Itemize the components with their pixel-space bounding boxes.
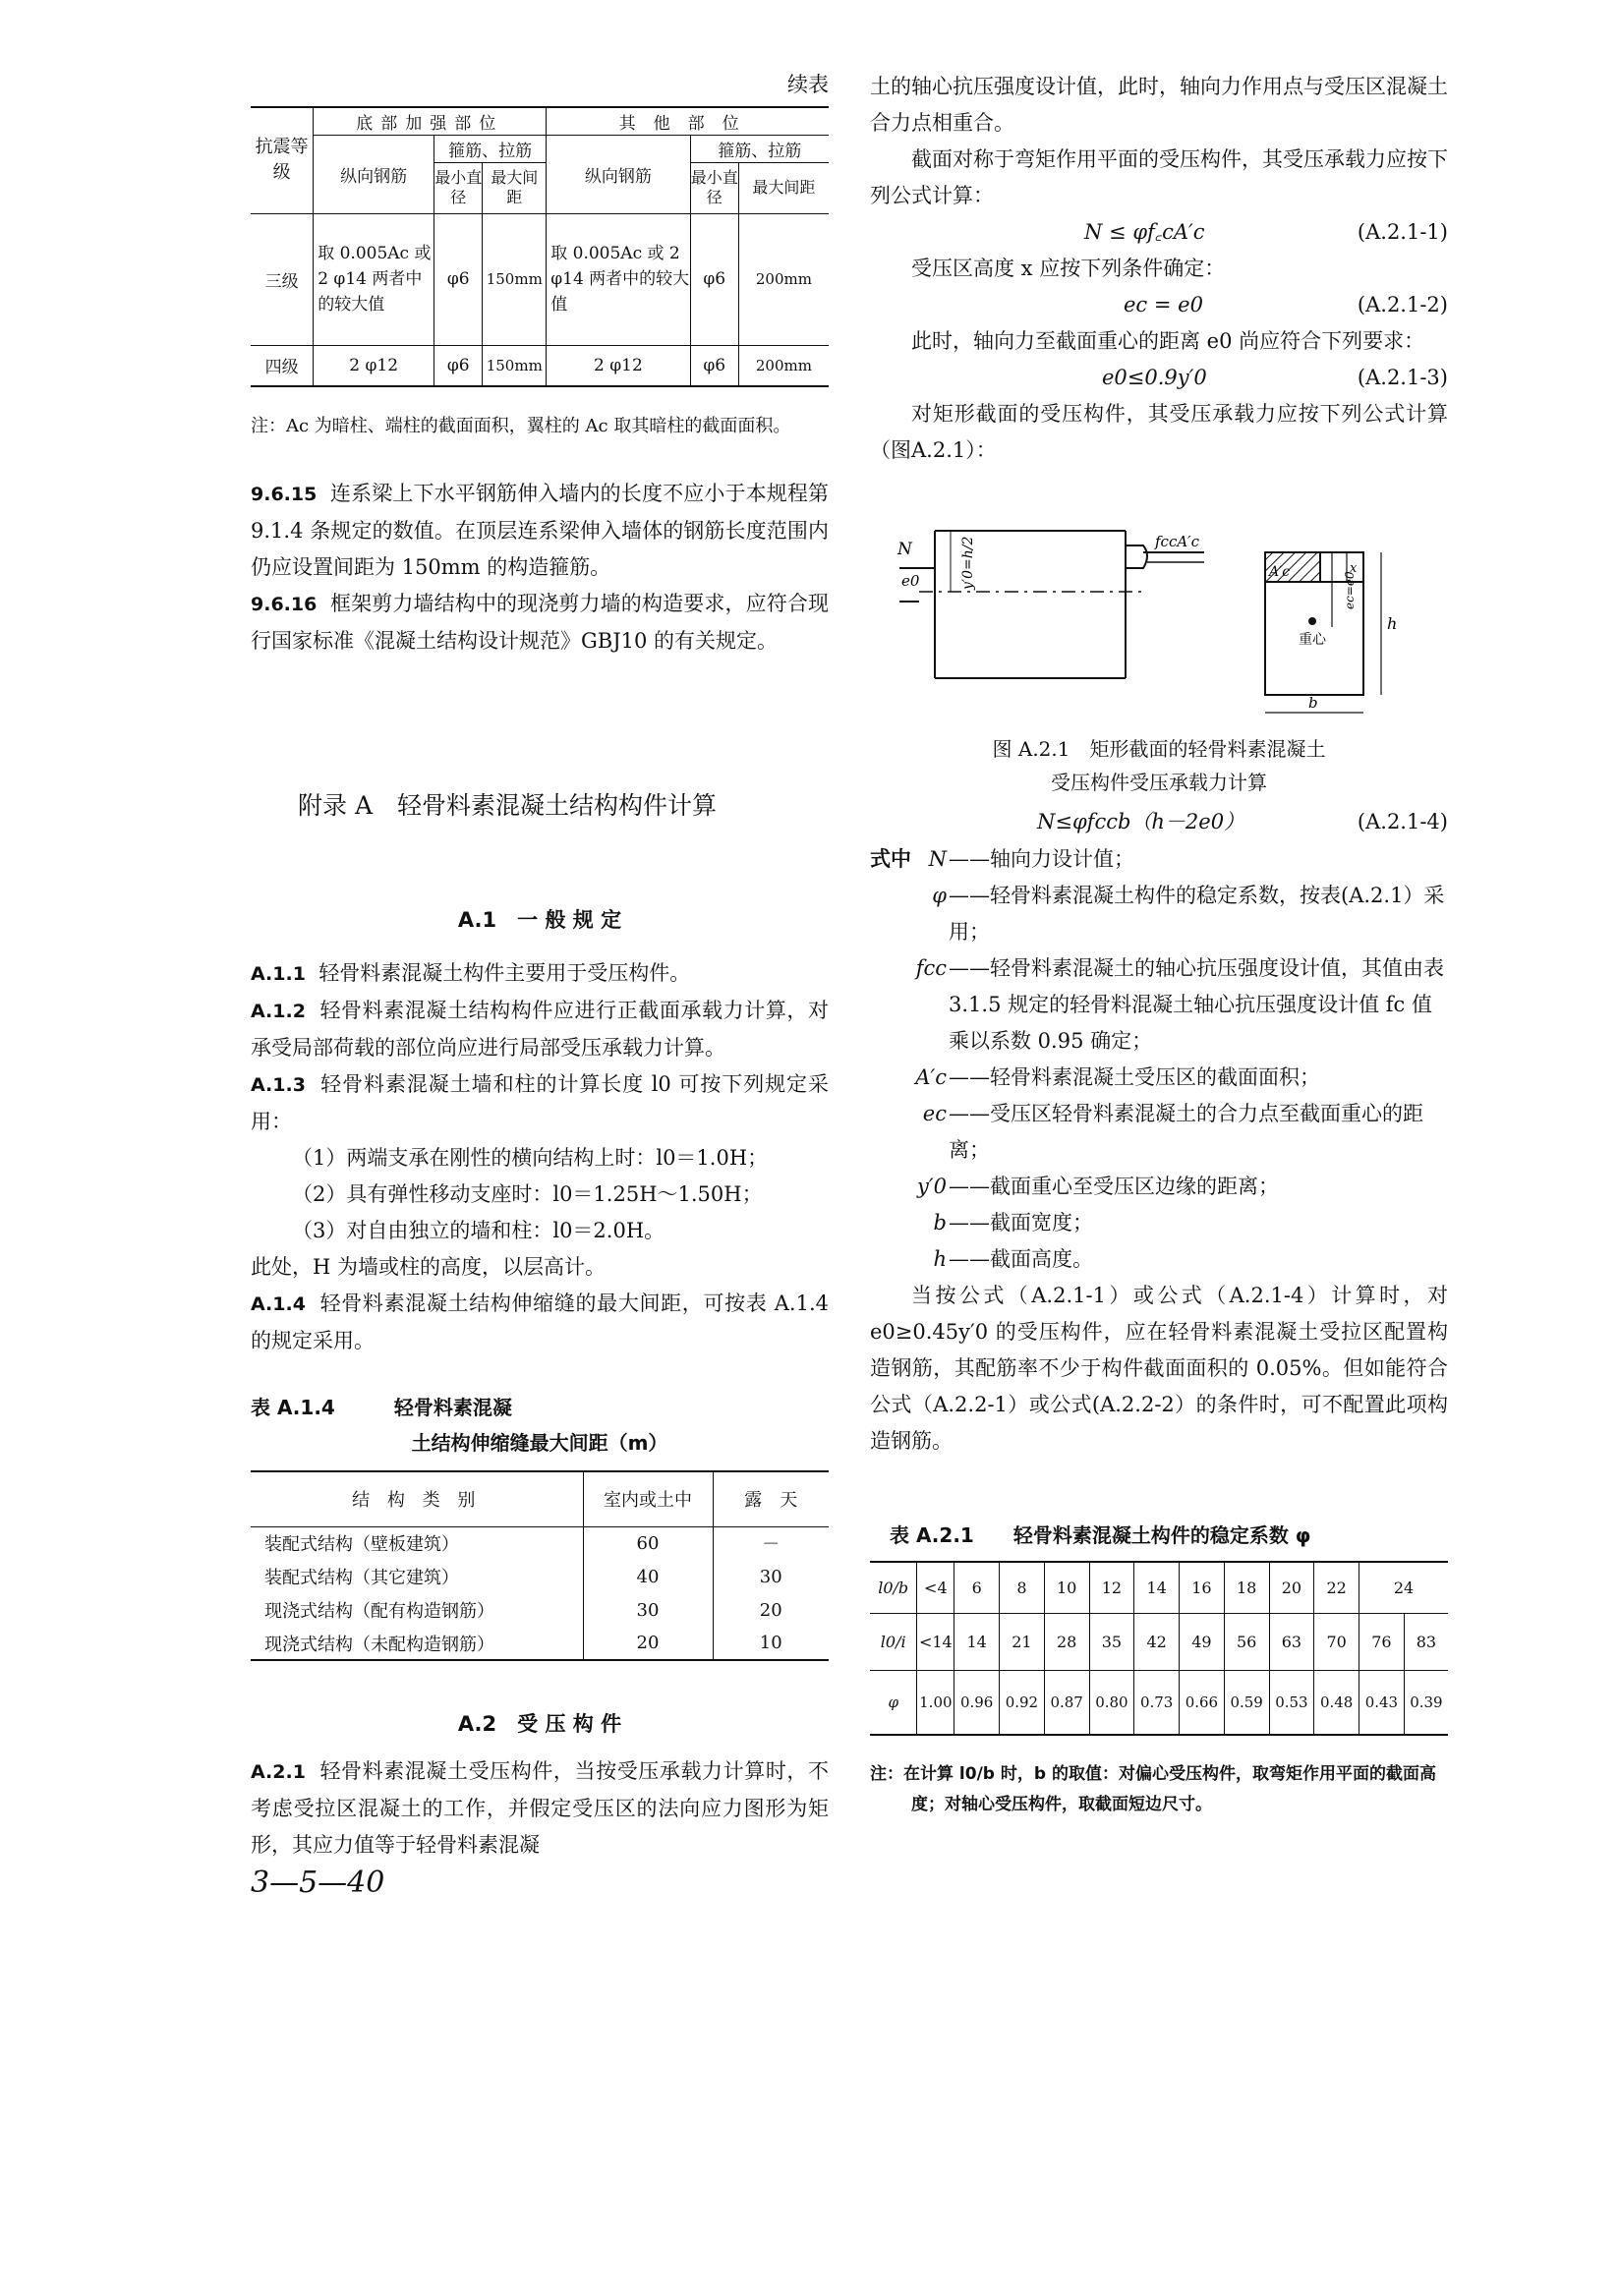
symbol-text: ——截面高度。 xyxy=(949,1247,1093,1271)
equation-number: (A.2.1-4) xyxy=(1357,810,1448,833)
label-Ac: A′c xyxy=(1269,564,1291,580)
cell-space: 150mm xyxy=(483,345,547,386)
cell: 14 xyxy=(954,1613,1000,1670)
symbol-text: ——轻骨料素混凝土的轴心抗压强度设计值，其值由表 3.1.5 规定的轻骨料混凝土轴心抗压强度设计值 fc 值乘以系数 0.95 确定； xyxy=(949,956,1444,1053)
equation-body: N ≤ φf꜀cA′c xyxy=(1084,220,1205,244)
stability-table xyxy=(870,1561,1448,1736)
clause-number: 9.6.15 xyxy=(251,484,318,505)
cell: 1.00 xyxy=(917,1670,954,1735)
section-a1-title: A.1 一 般 规 定 xyxy=(457,908,622,932)
cell: 18 xyxy=(1224,1562,1269,1613)
clause-text: 轻骨料素混凝土结构伸缩缝的最大间距，可按表 A.1.4 的规定采用。 xyxy=(251,1292,829,1352)
appendix-title: 附录 A 轻骨料素混凝土结构构件计算 xyxy=(298,791,718,820)
equation xyxy=(870,287,1448,323)
clause-text: 框架剪力墙结构中的现浇剪力墙的构造要求，应符合现行国家标准《混凝土结构设计规范》GBJ10 的有关规定。 xyxy=(251,592,829,653)
table-note: 注：在计算 l0/b 时，b 的取值：对偏心受压构件，取弯矩作用平面的截面高度；对轴心受压构件，取截面短边尺寸。 xyxy=(870,1764,1436,1814)
header-max-space-2: 最大间距 xyxy=(738,162,829,213)
label-h: h xyxy=(1387,614,1398,633)
cell: 0.59 xyxy=(1224,1670,1269,1735)
symbol-text: ——截面重心至受压区边缘的距离； xyxy=(949,1175,1279,1198)
paragraph: 截面对称于弯矩作用平面的受压构件，其受压承载力应按下列公式计算： xyxy=(870,147,1448,207)
header-stirrup-1: 箍筋、拉筋 xyxy=(434,135,547,162)
clause-text: 轻骨料素混凝土受压构件，当按受压承载力计算时，不考虑受拉区混凝土的工作，并假定受压区的法向应力图形为矩形，其应力值等于轻骨料素混凝 xyxy=(251,1759,829,1857)
cell: 35 xyxy=(1089,1613,1134,1670)
table-caption-line2: 土结构伸缩缝最大间距（m） xyxy=(411,1431,668,1455)
right-body-top xyxy=(870,69,1448,469)
cell: 83 xyxy=(1416,1632,1437,1651)
label-force: fccA′c xyxy=(1155,533,1199,550)
table-row xyxy=(870,1670,1448,1735)
equation-body: ec = e0 xyxy=(1124,293,1203,316)
cell: 40 xyxy=(583,1560,713,1593)
cell: 0.48 xyxy=(1314,1670,1359,1735)
table-caption: 表 A.1.4 轻骨料素混凝 xyxy=(251,1396,512,1419)
section-9-6 xyxy=(251,476,829,660)
figure-caption-line: 图 A.2.1 矩形截面的轻骨料素混凝土 xyxy=(992,737,1326,761)
section-a1-body xyxy=(251,955,829,1359)
list-item: （2）具有弹性移动支座时：l0＝1.25H～1.50H； xyxy=(292,1182,763,1206)
clause-number: A.1.1 xyxy=(251,963,306,985)
cell: 0.39 xyxy=(1410,1693,1443,1711)
symbol-definitions xyxy=(870,841,1448,1460)
cell: 56 xyxy=(1224,1613,1269,1670)
equation xyxy=(870,360,1448,396)
header-long-1: 纵向钢筋 xyxy=(314,135,434,213)
cell: <14 xyxy=(917,1613,954,1670)
symbol: A′c xyxy=(915,1065,947,1089)
cell-diam: φ6 xyxy=(434,345,483,386)
symbol: y′0 xyxy=(917,1175,947,1198)
header-cell: 露 天 xyxy=(713,1471,829,1526)
figure-caption-line: 受压构件受压承载力计算 xyxy=(1051,771,1267,794)
section-diagram xyxy=(880,511,1430,727)
continued-label: 续表 xyxy=(787,73,829,96)
cell: 24 xyxy=(1393,1578,1415,1597)
cell: 装配式结构（其它建筑） xyxy=(251,1560,583,1593)
header-grade: 抗震等级 xyxy=(251,107,314,213)
row-header: l0/b xyxy=(870,1562,917,1613)
header-min-diam-2: 最小直径 xyxy=(690,162,738,213)
clause-number: A.1.4 xyxy=(251,1293,306,1315)
section-a2-title: A.2 受 压 构 件 xyxy=(457,1712,622,1736)
where-label: 式中 xyxy=(870,847,911,871)
cell: 12 xyxy=(1089,1562,1134,1613)
paragraph: 此时，轴向力至截面重心的距离 e0 尚应符合下列要求： xyxy=(911,329,1425,353)
cell-long: 2 φ12 xyxy=(547,345,690,386)
paragraph: 土的轴心抗压强度设计值，此时，轴向力作用点与受压区混凝土合力点相重合。 xyxy=(870,75,1448,135)
symbol: fcc xyxy=(915,956,947,980)
clause-text: 此处，H 为墙或柱的高度，以层高计。 xyxy=(251,1255,606,1279)
table-note: 注：Ac 为暗柱、端柱的截面面积，翼柱的 Ac 取其暗柱的截面面积。 xyxy=(251,416,791,436)
clause-number: A.1.2 xyxy=(251,1001,306,1022)
table-row xyxy=(251,213,829,345)
cell: 现浇式结构（配有构造钢筋） xyxy=(251,1593,583,1627)
clause-text: 轻骨料素混凝土墙和柱的计算长度 l0 可按下列规定采用： xyxy=(251,1072,829,1133)
cell: 21 xyxy=(1000,1613,1045,1670)
cell: 20 xyxy=(1269,1562,1314,1613)
cell: 0.53 xyxy=(1269,1670,1314,1735)
table-row xyxy=(251,1526,829,1560)
cell: 0.96 xyxy=(954,1670,1000,1735)
table-row xyxy=(251,1627,829,1660)
cell: 14 xyxy=(1134,1562,1180,1613)
cell: 22 xyxy=(1314,1562,1359,1613)
cell-diam: φ6 xyxy=(690,213,738,345)
equation xyxy=(870,214,1448,251)
equation-number: (A.2.1-2) xyxy=(1357,293,1448,316)
cell: － xyxy=(762,1534,781,1556)
symbol-text: ——轻骨料素混凝土受压区的截面面积； xyxy=(949,1065,1320,1089)
cell-grade: 四级 xyxy=(251,345,314,386)
cell-long: 取 0.005Ac 或 2 φ14 两者中的较大值 xyxy=(314,213,434,345)
expansion-joint-table xyxy=(251,1470,829,1661)
list-item: （1）两端支承在刚性的横向结构上时：l0＝1.0H； xyxy=(292,1146,769,1170)
cell: <4 xyxy=(917,1562,954,1613)
label-centroid: 重心 xyxy=(1299,632,1326,648)
header-stirrup-2: 箍筋、拉筋 xyxy=(690,135,829,162)
cell-grade: 三级 xyxy=(251,213,314,345)
symbol-text: ——轴向力设计值； xyxy=(949,847,1134,871)
table-row xyxy=(251,1560,829,1593)
equation-4 xyxy=(870,804,1448,840)
cell: 0.80 xyxy=(1089,1670,1134,1735)
cell: 0.73 xyxy=(1134,1670,1180,1735)
equation-body: e0≤0.9y′0 xyxy=(1102,366,1207,389)
symbol: φ xyxy=(932,884,947,907)
cell-diam: φ6 xyxy=(690,345,738,386)
symbol-text: ——受压区轻骨料素混凝土的合力点至截面重心的距离； xyxy=(949,1102,1423,1162)
table-row xyxy=(251,1593,829,1627)
label-N: N xyxy=(897,540,912,559)
cell: 20 xyxy=(759,1599,782,1621)
cell: 0.87 xyxy=(1044,1670,1089,1735)
symbol: ec xyxy=(922,1102,947,1125)
cell-diam: φ6 xyxy=(434,213,483,345)
figure-caption xyxy=(870,732,1448,799)
table-row xyxy=(870,1562,1448,1613)
clause-number: 9.6.16 xyxy=(251,594,318,615)
label-y0: y′0=h/2 xyxy=(960,536,976,590)
symbol: b xyxy=(933,1211,947,1234)
clause-number: A.1.3 xyxy=(251,1074,306,1096)
header-cell: 室内或土中 xyxy=(583,1471,713,1526)
cell: 49 xyxy=(1180,1613,1225,1670)
header-cell: 结 构 类 别 xyxy=(251,1471,583,1526)
clause-number: A.2.1 xyxy=(251,1761,306,1783)
label-b: b xyxy=(1308,694,1318,712)
cell-space: 200mm xyxy=(738,213,829,345)
cell: 16 xyxy=(1180,1562,1225,1613)
symbol: N xyxy=(928,847,947,871)
row-header: φ xyxy=(870,1670,917,1735)
cell: 8 xyxy=(1000,1562,1045,1613)
clause-text: 轻骨料素混凝土结构构件应进行正截面承载力计算，对承受局部荷载的部位尚应进行局部受压承载力计算。 xyxy=(251,999,829,1060)
table-row xyxy=(870,1613,1448,1670)
paragraph: 当按公式（A.2.1-1）或公式（A.2.1-4）计算时，对 e0≥0.45y′0 的受压构件，应在轻骨料素混凝土受拉区配置构造钢筋，其配筋率不少于构件截面面积的 0.05%。但如能符合公式（A.2.2-1）或公式(A.2.2-2）的条件时，可不配置此项构造钢筋。 xyxy=(870,1284,1448,1453)
cell: 30 xyxy=(759,1566,782,1587)
list-item: （3）对自由独立的墙和柱：l0＝2.0H。 xyxy=(292,1219,665,1242)
header-bottom: 底部加强部位 xyxy=(314,107,547,135)
cell-space: 200mm xyxy=(755,356,812,374)
equation-body: N≤φfccb（h－2e0） xyxy=(1037,810,1245,833)
symbol: h xyxy=(933,1247,947,1271)
table-caption: 表 A.2.1 轻骨料素混凝土构件的稳定系数 φ xyxy=(890,1523,1311,1547)
page-number: 3—5—40 xyxy=(251,1866,385,1900)
cell-long: 取 0.005Ac 或 2 φ14 两者中的较大值 xyxy=(547,213,690,345)
cell: 63 xyxy=(1269,1613,1314,1670)
section-a2-body xyxy=(251,1753,829,1864)
table-row xyxy=(251,345,829,386)
equation-number: (A.2.1-1) xyxy=(1357,220,1448,244)
symbol-text: ——轻骨料素混凝土构件的稳定系数，按表(A.2.1）采用； xyxy=(949,884,1445,944)
cell: 10 xyxy=(1044,1562,1089,1613)
cell-space: 150mm xyxy=(483,213,547,345)
stirrup-table xyxy=(251,106,829,387)
centroid-mark xyxy=(1308,617,1316,625)
cell: 42 xyxy=(1134,1613,1180,1670)
paragraph: 对矩形截面的受压构件，其受压承载力应按下列公式计算（图A.2.1）： xyxy=(870,402,1448,462)
cell: 现浇式结构（未配构造钢筋） xyxy=(251,1627,583,1660)
cell: 装配式结构（壁板建筑） xyxy=(251,1526,583,1560)
row-header: l0/i xyxy=(870,1613,917,1670)
header-other: 其他部位 xyxy=(547,107,829,135)
cell-long: 2 φ12 xyxy=(314,345,434,386)
cell: 76 xyxy=(1359,1613,1405,1670)
cell: 20 xyxy=(583,1627,713,1660)
equation-number: (A.2.1-3) xyxy=(1357,366,1448,389)
cell: 0.92 xyxy=(1000,1670,1045,1735)
label-e0: e0 xyxy=(901,572,920,590)
cell: 10 xyxy=(759,1633,782,1653)
header-max-space-1: 最大间距 xyxy=(483,162,547,213)
cell: 30 xyxy=(583,1593,713,1627)
cell: 28 xyxy=(1044,1613,1089,1670)
symbol-text: ——截面宽度； xyxy=(949,1211,1093,1234)
cell: 60 xyxy=(583,1526,713,1560)
cell: 0.43 xyxy=(1359,1670,1405,1735)
label-x: x xyxy=(1350,561,1358,576)
cell: 0.66 xyxy=(1180,1670,1225,1735)
clause-text: 轻骨料素混凝土构件主要用于受压构件。 xyxy=(318,961,691,985)
elevation-view xyxy=(899,531,1204,678)
cell: 6 xyxy=(954,1562,1000,1613)
cell: 70 xyxy=(1314,1613,1359,1670)
header-long-2: 纵向钢筋 xyxy=(547,135,690,213)
clause-text: 连系梁上下水平钢筋伸入墙内的长度不应小于本规程第 9.1.4 条规定的数值。在顶层连系梁伸入墙体的钢筋长度范围内仍应设置间距为 150mm 的构造箍筋。 xyxy=(251,482,829,579)
label-ec: ec=e0 xyxy=(1343,571,1357,609)
paragraph: 受压区高度 x 应按下列条件确定： xyxy=(911,257,1226,280)
header-min-diam-1: 最小直径 xyxy=(434,162,483,213)
